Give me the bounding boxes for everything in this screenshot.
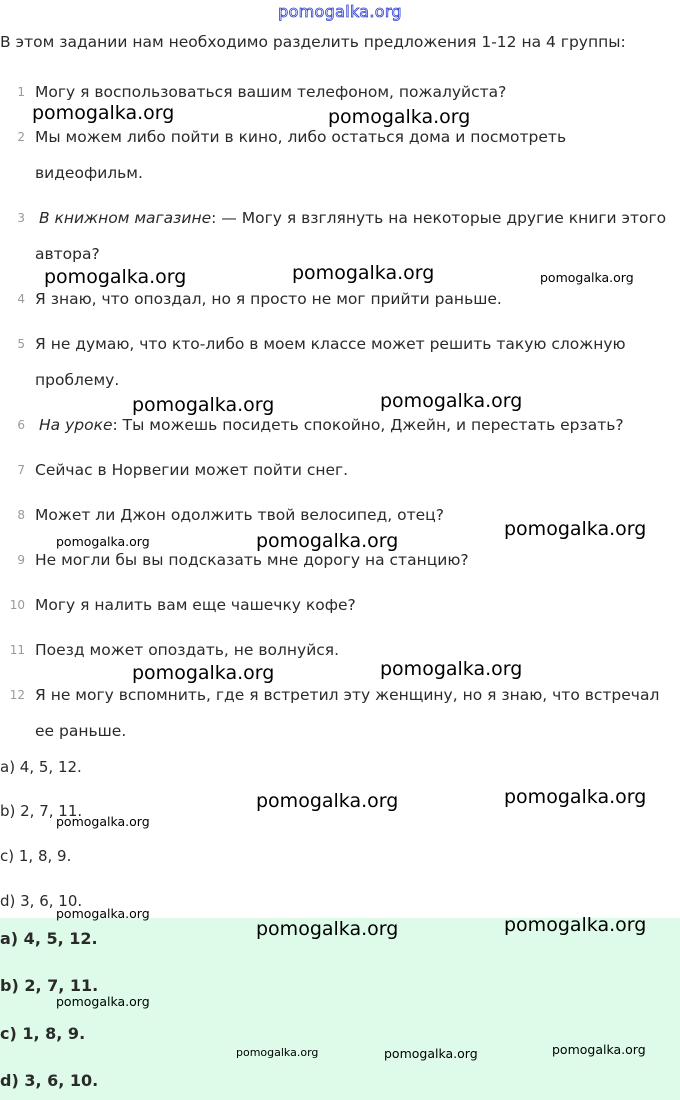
option-b: b) 2, 7, 11. [0, 802, 83, 820]
watermark: pomogalka.org [384, 1046, 478, 1061]
sentence-number: 1 [17, 85, 25, 99]
sentence-2 [0, 119, 680, 191]
answer-box [0, 918, 680, 1100]
sentence-number: 12 [9, 688, 25, 702]
sentence-text: Поезд может опоздать, не волнуйся. [35, 641, 340, 659]
task-intro: В этом задании нам необходимо разделить предложения 1-12 на 4 группы: [0, 33, 626, 51]
sentence-text: Могу я налить вам еще чашечку кофе? [35, 596, 356, 614]
sentence-text: Не могли бы вы подсказать мне дорогу на станцию? [35, 551, 469, 569]
sentence-10 [0, 587, 680, 623]
option-d: d) 3, 6, 10. [0, 892, 83, 910]
watermark: pomogalka.org [44, 266, 187, 288]
sentence-12 [0, 677, 680, 749]
watermark: pomogalka.org [236, 1046, 319, 1059]
answer-d: d) 3, 6, 10. [0, 1071, 99, 1090]
watermark: pomogalka.org [292, 262, 435, 284]
sentence-number: 5 [17, 337, 25, 351]
sentence-text: Я не думаю, что кто-либо в моем классе может решить такую сложную проблему. [35, 335, 626, 389]
sentence-number: 10 [9, 598, 25, 612]
sentence-text: Сейчас в Норвегии может пойти снег. [35, 461, 349, 479]
sentence-text: Может ли Джон одолжить твой велосипед, отец? [35, 506, 444, 524]
watermark: pomogalka.org [552, 1042, 646, 1057]
watermark: pomogalka.org [56, 994, 150, 1009]
watermark: pomogalka.org [504, 914, 647, 936]
sentence-text: Я не могу вспомнить, где я встретил эту женщину, но я знаю, что встречал ее раньше. [35, 686, 660, 740]
answer-a: a) 4, 5, 12. [0, 929, 98, 948]
sentence-number: 4 [17, 292, 25, 306]
sentence-number: 9 [17, 553, 25, 567]
sentence-text: Мы можем либо пойти в кино, либо остаться дома и посмотреть видеофильм. [35, 128, 567, 182]
watermark: pomogalka.org [32, 102, 175, 124]
sentence-text: : Ты можешь посидеть спокойно, Джейн, и перестать ерзать? [112, 416, 624, 434]
watermark: pomogalka.org [56, 814, 150, 829]
sentence-7 [0, 452, 680, 488]
sentence-11 [0, 632, 680, 668]
answer-b: b) 2, 7, 11. [0, 976, 99, 995]
watermark: pomogalka.org [256, 530, 399, 552]
watermark: pomogalka.org [256, 790, 399, 812]
watermark: pomogalka.org [540, 270, 634, 285]
watermark: pomogalka.org [380, 658, 523, 680]
watermark: pomogalka.org [56, 534, 150, 549]
sentence-5 [0, 326, 680, 398]
sentence-text: Могу я воспользоваться вашим телефоном, пожалуйста? [35, 83, 507, 101]
sentence-number: 2 [17, 130, 25, 144]
watermark: pomogalka.org [132, 662, 275, 684]
sentence-number: 7 [17, 463, 25, 477]
sentence-text: : — Могу я взглянуть на некоторые другие книги этого автора? [35, 209, 667, 263]
sentence-6 [0, 407, 680, 443]
sentence-context: На уроке [39, 416, 113, 434]
option-c: c) 1, 8, 9. [0, 847, 72, 865]
sentence-context: В книжном магазине [39, 209, 212, 227]
sentence-text: Я знаю, что опоздал, но я просто не мог прийти раньше. [35, 290, 502, 308]
site-header-logo[interactable]: pomogalka.org [278, 2, 402, 21]
watermark: pomogalka.org [56, 906, 150, 921]
watermark: pomogalka.org [256, 918, 399, 940]
watermark: pomogalka.org [328, 106, 471, 128]
sentence-number: 6 [17, 418, 25, 432]
watermark: pomogalka.org [504, 786, 647, 808]
watermark: pomogalka.org [132, 394, 275, 416]
sentence-number: 11 [9, 643, 25, 657]
watermark: pomogalka.org [380, 390, 523, 412]
answer-c: c) 1, 8, 9. [0, 1024, 86, 1043]
option-a: a) 4, 5, 12. [0, 758, 82, 776]
sentence-number: 3 [17, 211, 25, 225]
sentence-number: 8 [17, 508, 25, 522]
watermark: pomogalka.org [504, 518, 647, 540]
